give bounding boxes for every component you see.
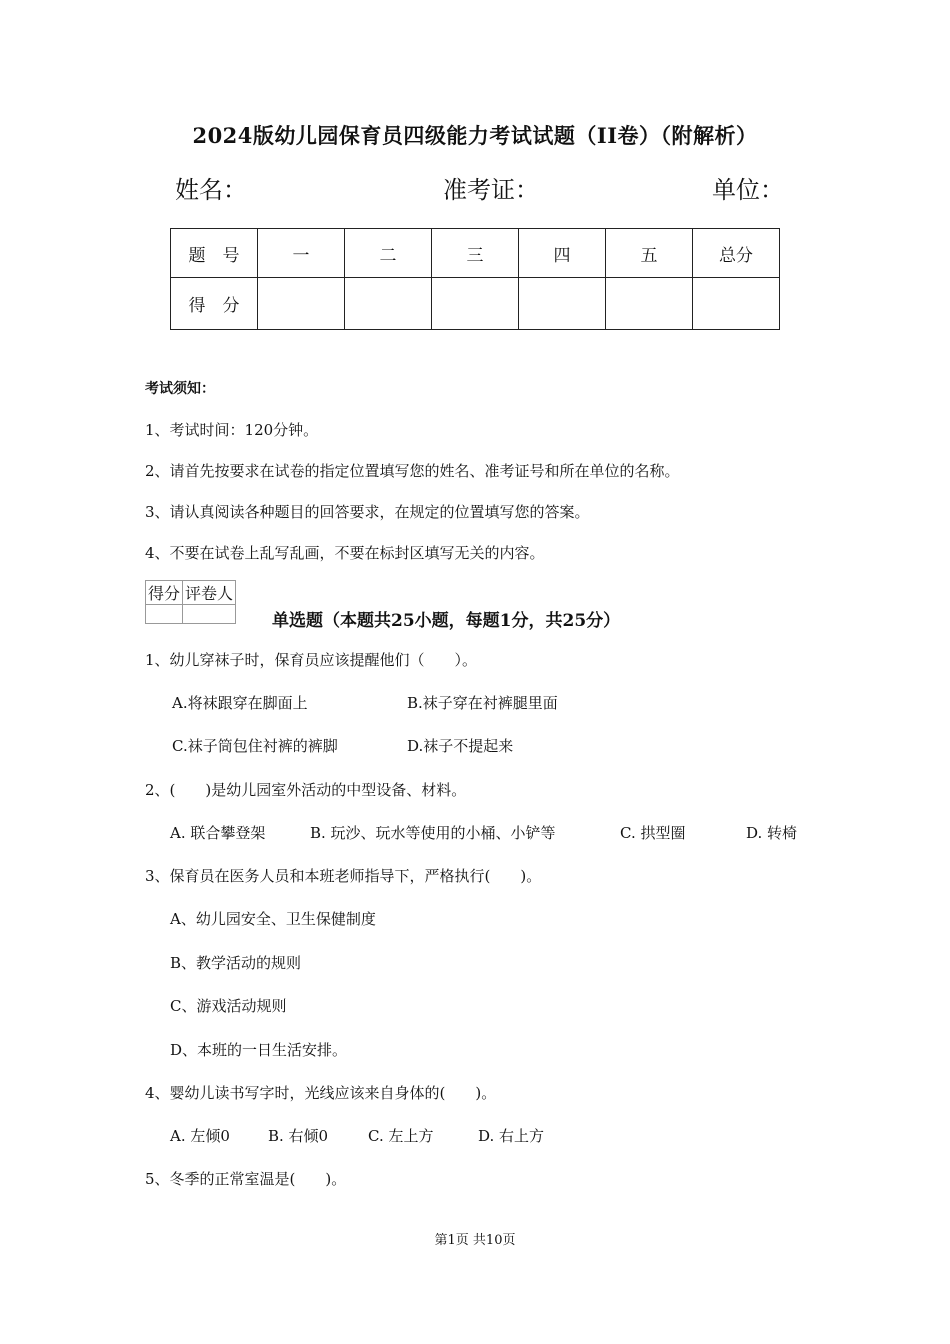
- option-d: D.袜子不提起来: [407, 737, 514, 755]
- score-cell[interactable]: [432, 278, 519, 330]
- score-cell[interactable]: [606, 278, 693, 330]
- score-table-score-row: [171, 278, 780, 330]
- option-d: D. 转椅: [746, 824, 798, 842]
- option-b: B.袜子穿在衬裤腿里面: [407, 694, 558, 712]
- score-table-header-row: [171, 229, 780, 278]
- grader-name-label: 评卷人: [183, 581, 236, 605]
- option-a: A. 左倾0: [170, 1127, 230, 1145]
- notice-item: 1、考试时间：120分钟。: [145, 421, 319, 439]
- grader-box: [145, 580, 236, 624]
- score-row-label: 得 分: [171, 278, 258, 330]
- score-table-header-cell: 一: [258, 229, 345, 278]
- option-a: A.将袜跟穿在脚面上: [172, 694, 308, 712]
- option-b: B、教学活动的规则: [170, 954, 302, 972]
- question-stem: 1、幼儿穿袜子时，保育员应该提醒他们（ ）。: [145, 651, 478, 669]
- page-footer: 第1页 共10页: [434, 1233, 516, 1248]
- score-cell[interactable]: [345, 278, 432, 330]
- notice-item: 4、不要在试卷上乱写乱画，不要在标封区填写无关的内容。: [145, 544, 545, 562]
- question-stem: 2、( )是幼儿园室外活动的中型设备、材料。: [145, 781, 467, 799]
- score-table: [170, 228, 780, 330]
- score-table-header-cell: 五: [606, 229, 693, 278]
- score-cell[interactable]: [258, 278, 345, 330]
- option-b: B. 右倾0: [268, 1127, 329, 1145]
- score-table-header-cell: 二: [345, 229, 432, 278]
- notice-heading: 考试须知：: [145, 381, 215, 397]
- name-field-label: 姓名：: [175, 176, 247, 204]
- option-c: C.袜子筒包住衬裤的裤脚: [172, 737, 338, 755]
- grader-score-label: 得分: [146, 581, 183, 605]
- unit-field-label: 单位：: [712, 176, 784, 204]
- grader-name-cell[interactable]: [183, 605, 236, 624]
- question-stem: 5、冬季的正常室温是( )。: [145, 1170, 347, 1188]
- notice-item: 3、请认真阅读各种题目的回答要求，在规定的位置填写您的答案。: [145, 503, 590, 521]
- section-title: 单选题（本题共25小题，每题1分，共25分）: [272, 611, 621, 631]
- option-a: A. 联合攀登架: [170, 824, 266, 842]
- score-table-header-cell: 题 号: [171, 229, 258, 278]
- score-table-header-cell: 总分: [693, 229, 780, 278]
- option-c: C. 拱型圈: [620, 824, 686, 842]
- option-b: B. 玩沙、玩水等使用的小桶、小铲等: [310, 824, 556, 842]
- option-c: C、游戏活动规则: [170, 997, 287, 1015]
- score-cell[interactable]: [693, 278, 780, 330]
- option-a: A、幼儿园安全、卫生保健制度: [170, 910, 376, 928]
- grader-score-cell[interactable]: [146, 605, 183, 624]
- option-d: D、本班的一日生活安排。: [170, 1041, 348, 1059]
- question-stem: 3、保育员在医务人员和本班老师指导下，严格执行( )。: [145, 867, 542, 885]
- document-title: 2024版幼儿园保育员四级能力考试试题（II卷）（附解析）: [192, 123, 758, 148]
- score-cell[interactable]: [519, 278, 606, 330]
- score-table-header-cell: 三: [432, 229, 519, 278]
- option-c: C. 左上方: [368, 1127, 434, 1145]
- option-d: D. 右上方: [478, 1127, 545, 1145]
- question-stem: 4、婴幼儿读书写字时，光线应该来自身体的( )。: [145, 1084, 497, 1102]
- notice-item: 2、请首先按要求在试卷的指定位置填写您的姓名、准考证号和所在单位的名称。: [145, 462, 680, 480]
- score-table-header-cell: 四: [519, 229, 606, 278]
- exam-number-field-label: 准考证：: [443, 176, 539, 204]
